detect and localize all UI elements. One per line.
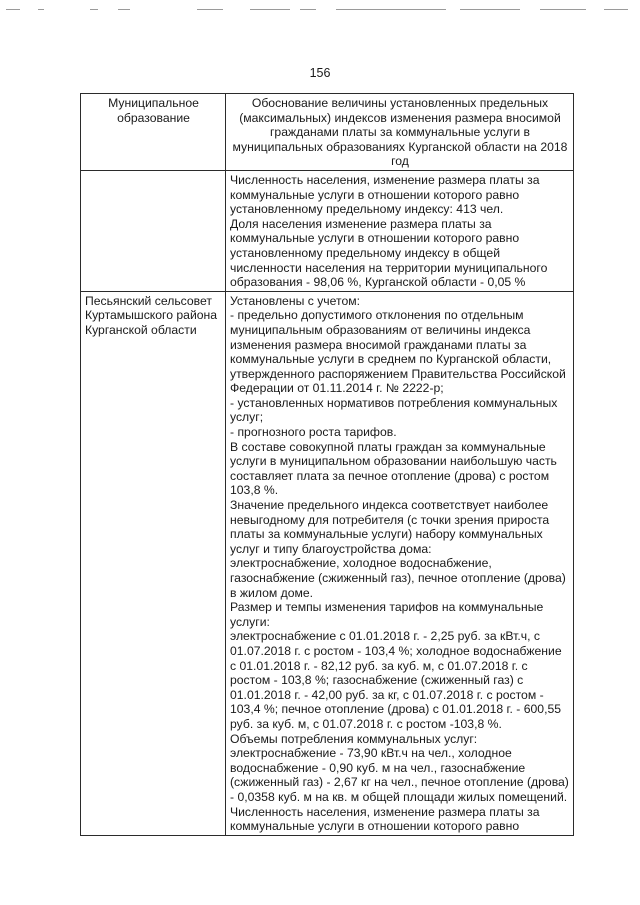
paragraph: Численность населения, изменение размера платы за коммунальные услуги в отношении которого равно установленному предельному индексу: 413 чел. bbox=[230, 172, 540, 217]
municipality-cell bbox=[81, 170, 226, 291]
header-municipality: Муниципальное образование bbox=[81, 94, 226, 171]
header-justification: Обоснование величины установленных предельных (максимальных) индексов изменения размера вносимой гражданами платы за коммунальные услуги в муниципальных образованиях Курганской области на 2018 год bbox=[226, 94, 574, 171]
paragraph: электроснабжение - 73,90 кВт.ч на чел., холодное водоснабжение - 0,90 куб. м на чел., газоснабжение (сжиженный газ) - 2,67 кг на чел., печное отопление (дрова) - 0,0358 куб. м на кв. м общей площади жилых помещений. bbox=[230, 746, 569, 804]
scan-artifact-top bbox=[0, 0, 640, 14]
paragraph: - установленных нормативов потребления коммунальных услуг; bbox=[230, 395, 558, 425]
paragraph: В составе совокупной платы граждан за коммунальные услуги в муниципальном образовании наибольшую часть составляет плата за печное отопление (дрова) с ростом 103,8 %. bbox=[230, 439, 557, 498]
paragraph: - прогнозного роста тарифов. bbox=[230, 425, 397, 440]
paragraph: Объемы потребления коммунальных услуг: bbox=[230, 731, 478, 746]
paragraph: Численность населения, изменение размера платы за коммунальные услуги в отношении которого равно bbox=[230, 804, 540, 834]
justification-cell bbox=[226, 291, 574, 835]
paragraph: электроснабжение с 01.01.2018 г. - 2,25 руб. за кВт.ч, с 01.07.2018 г. с ростом - 103,4 %; холодное водоснабжение с 01.01.2018 г. - 82,12 руб. за куб. м, с 01.07.2018 г. с ростом - 103,8 %; газоснабжение (сжиженный газ) с 01.01.2018 г. - 42,00 руб. за кг, с 01.07.2018 г. с ростом - 103,4 %; печное отопление (дрова) с 01.01.2018 г. - 600,55 руб. за куб. м, с 01.07.2018 г. с ростом -103,8 %. bbox=[230, 629, 562, 731]
paragraph: Значение предельного индекса соответствует наиболее невыгодному для потребителя (с точки зрения прироста платы за коммунальные услуги) набору коммунальных услуг и типу благоустройства дома: bbox=[230, 498, 550, 556]
page-number: 156 bbox=[309, 66, 331, 80]
table-header-row bbox=[81, 94, 574, 171]
justification-table bbox=[80, 93, 574, 836]
paragraph: Доля населения изменение размера платы за коммунальные услуги в отношении которого равно установленному предельному индексу в общей численности населения на территории муниципального образования - 98,06 %, Курганской области - 0,05 % bbox=[230, 216, 548, 290]
paragraph: электроснабжение, холодное водоснабжение, газоснабжение (сжиженный газ), печное отопление (дрова) в жилом доме. bbox=[230, 556, 566, 600]
municipality-cell: Песьянский сельсовет Куртамышского района Курганской области bbox=[81, 291, 226, 835]
table-row bbox=[81, 170, 574, 291]
paragraph: Размер и темпы изменения тарифов на коммунальные услуги: bbox=[230, 600, 544, 629]
paragraph: - предельно допустимого отклонения по отдельным муниципальным образованиям от величины индекса изменения размера вносимой гражданами платы за коммунальные услуги в среднем по Курганской области, утвержденного распоряжением Правительства Российской Федерации от 01.11.2014 г. № 2222-р; bbox=[230, 308, 566, 396]
justification-cell bbox=[226, 170, 574, 291]
paragraph: Установлены с учетом: bbox=[230, 293, 360, 308]
table-row bbox=[81, 291, 574, 835]
